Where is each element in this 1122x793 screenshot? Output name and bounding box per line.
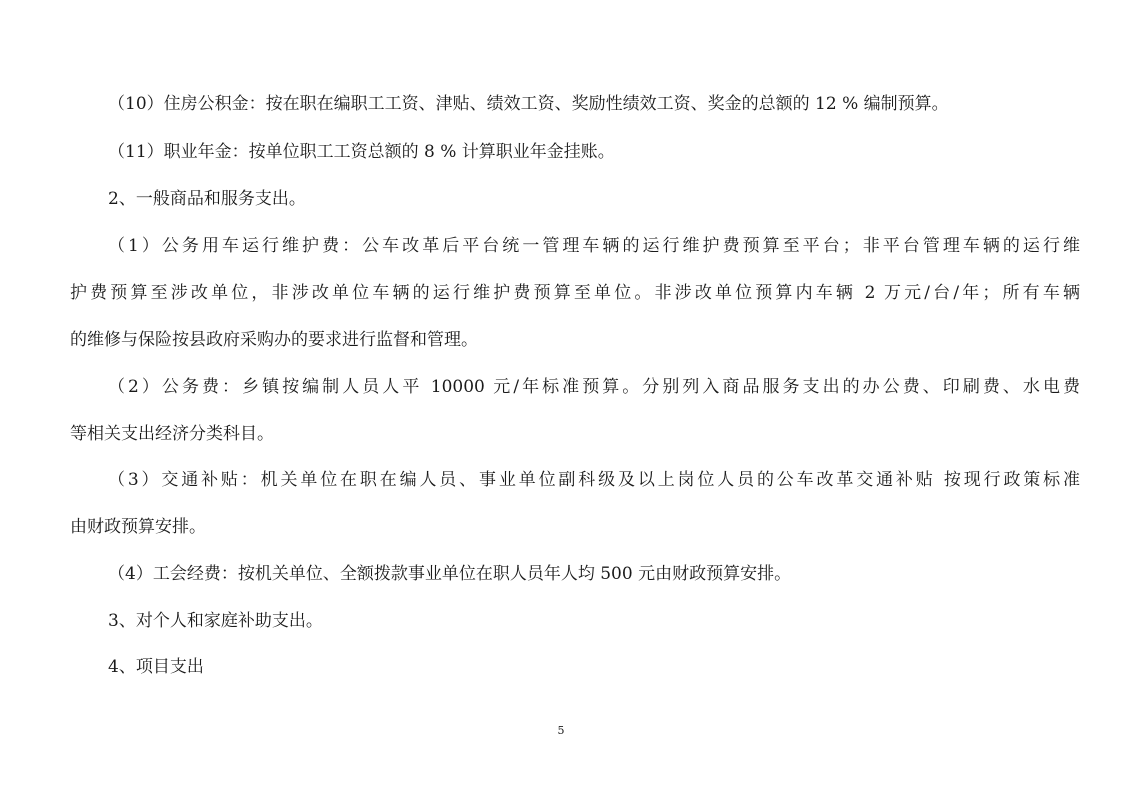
paragraph-vehicle-maintenance-line-1: （1）公务用车运行维护费：公车改革后平台统一管理车辆的运行维护费预算至平台；非平台管理车辆的运行维 — [108, 236, 1080, 256]
section-heading-individual-subsidy: 3、对个人和家庭补助支出。 — [108, 611, 323, 631]
paragraph-transport-subsidy-line-2: 由财政预算安排。 — [70, 517, 206, 537]
section-heading-project-expenditure: 4、项目支出 — [108, 657, 204, 677]
paragraph-union-fee: （4）工会经费：按机关单位、全额拨款事业单位在职人员年人均 500 元由财政预算安排。 — [108, 564, 792, 584]
paragraph-public-affairs-line-1: （2）公务费：乡镇按编制人员人平 10000 元/年标准预算。分别列入商品服务支出的办公费、印刷费、水电费 — [108, 377, 1080, 397]
paragraph-housing-fund: （10）住房公积金：按在职在编职工工资、津贴、绩效工资、奖励性绩效工资、奖金的总额的 12 % 编制预算。 — [108, 94, 949, 114]
paragraph-vehicle-maintenance-line-2: 护费预算至涉改单位，非涉改单位车辆的运行维护费预算至单位。非涉改单位预算内车辆 2 万元/台/年；所有车辆 — [70, 283, 1080, 303]
page-number: 5 — [557, 724, 565, 737]
section-heading-goods-services: 2、一般商品和服务支出。 — [108, 189, 306, 209]
paragraph-vehicle-maintenance-line-3: 的维修与保险按县政府采购办的要求进行监督和管理。 — [70, 330, 478, 350]
paragraph-transport-subsidy-line-1: （3）交通补贴：机关单位在职在编人员、事业单位副科级及以上岗位人员的公车改革交通补贴 按现行政策标准 — [108, 470, 1080, 490]
paragraph-occupational-annuity: （11）职业年金：按单位职工工资总额的 8 % 计算职业年金挂账。 — [108, 142, 615, 162]
paragraph-public-affairs-line-2: 等相关支出经济分类科目。 — [70, 424, 274, 444]
